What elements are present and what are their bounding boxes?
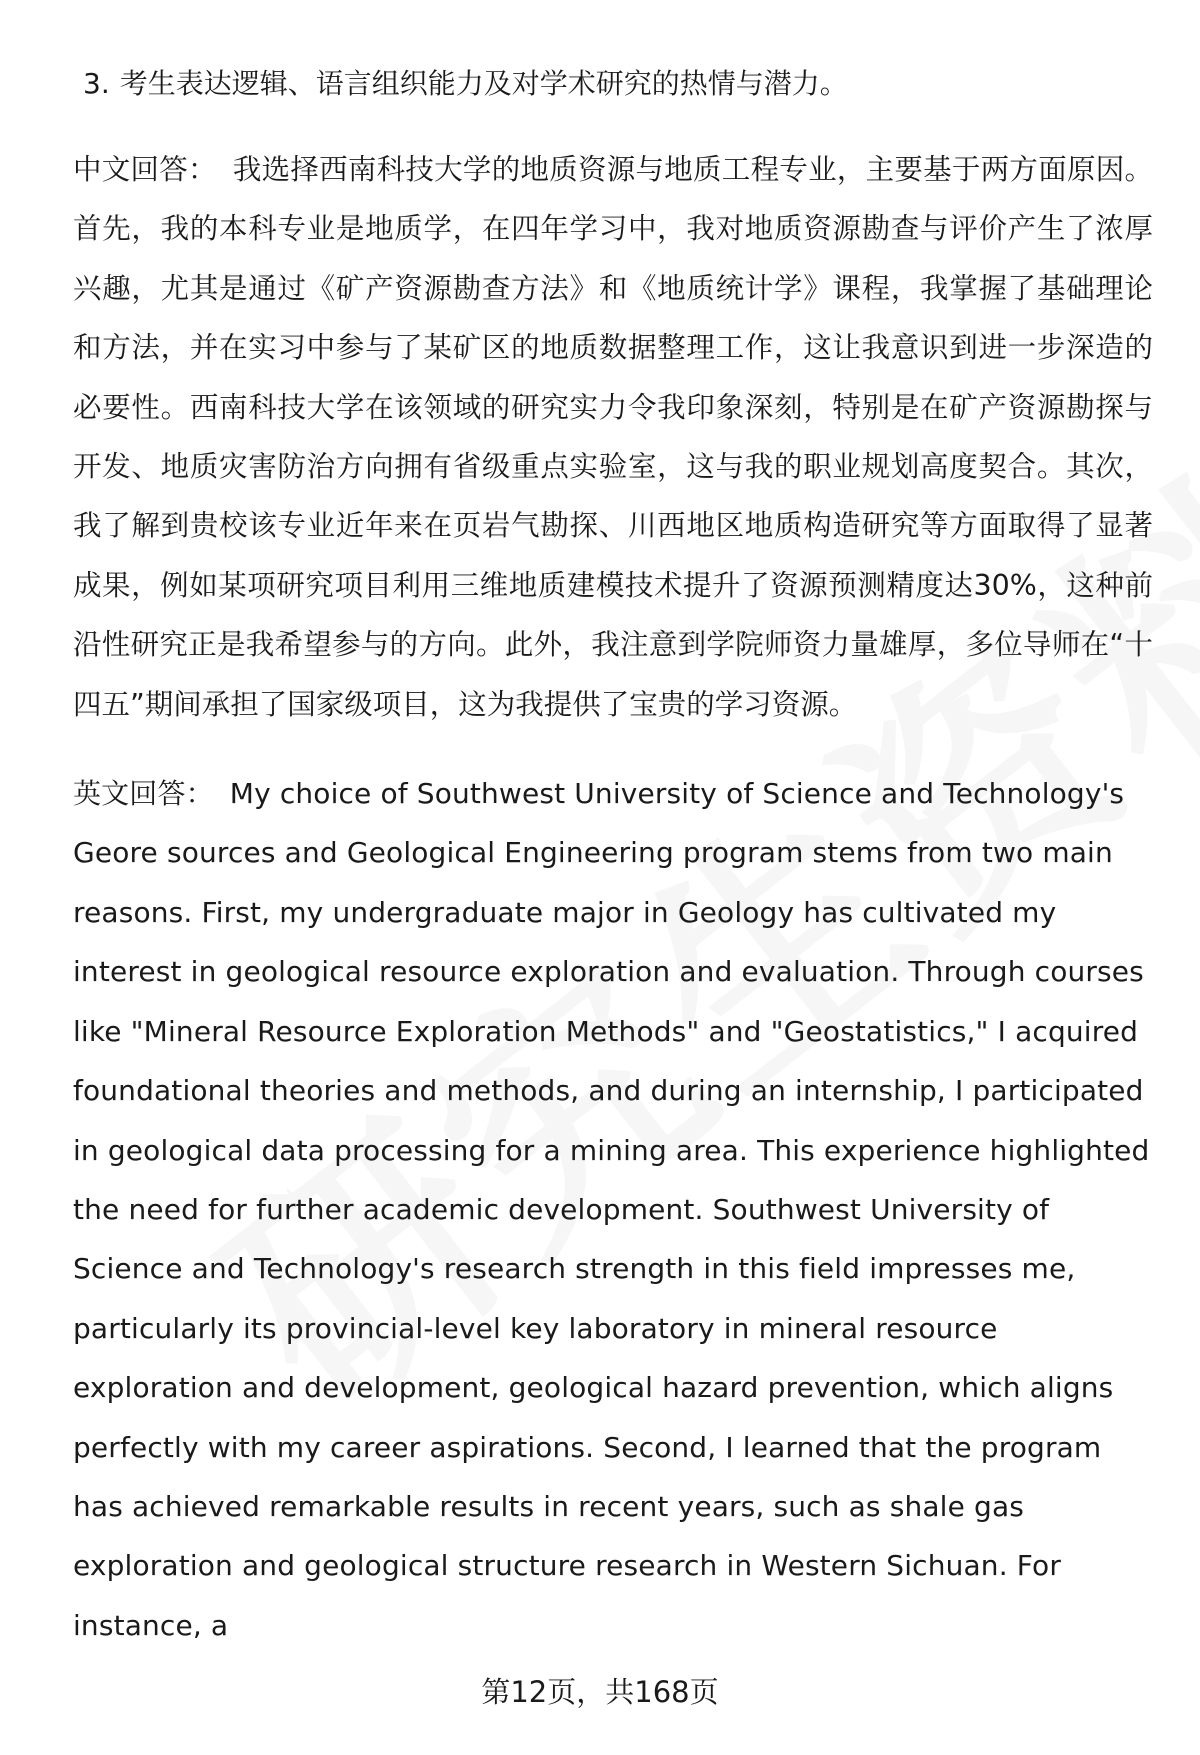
criteria-number: 3.: [83, 67, 110, 100]
english-answer-text: My choice of Southwest University of Science and Technology's Geore sources and Geological Engineering program stems from two main reasons. First, my undergraduate major in Geology has cultivated my interest in geological resource exploration and evaluation. Through courses like "Mineral Resource Exploration Methods" and "Geostatistics," I acquired foundational theories and methods, and during an internship, I participated in geological data processing for a mining area. This experience highlighted the need for further academic development. Southwest University of Science and Technology's research strength in this field impresses me, particularly its provincial-level key laboratory in mineral resource exploration and development, geological hazard prevention, which aligns perfectly with my career aspirations. Second, I learned that the program has achieved remarkable results in recent years, such as shale gas exploration and geological structure research in Western Sichuan. For instance, a: [73, 777, 1150, 1642]
page-number-footer: 第12页，共168页: [481, 1675, 719, 1709]
english-answer-paragraph: [73, 764, 1153, 1655]
criteria-item: [83, 62, 1153, 106]
document-page: [73, 62, 1153, 1685]
chinese-answer-label: 中文回答：: [73, 153, 217, 186]
chinese-answer-paragraph: [73, 140, 1153, 734]
english-answer-label: 英文回答：: [73, 777, 214, 811]
chinese-answer-text: 我选择西南科技大学的地质资源与地质工程专业，主要基于两方面原因。首先，我的本科专业是地质学，在四年学习中，我对地质资源勘查与评价产生了浓厚兴趣，尤其是通过《矿产资源勘查方法》和《地质统计学》课程，我掌握了基础理论和方法，并在实习中参与了某矿区的地质数据整理工作，这让我意识到进一步深造的必要性。西南科技大学在该领域的研究实力令我印象深刻，特别是在矿产资源勘探与开发、地质灾害防治方向拥有省级重点实验室，这与我的职业规划高度契合。其次，我了解到贵校该专业近年来在页岩气勘探、川西地区地质构造研究等方面取得了显著成果，例如某项研究项目利用三维地质建模技术提升了资源预测精度达30%，这种前沿性研究正是我希望参与的方向。此外，我注意到学院师资力量雄厚，多位导师在“十四五”期间承担了国家级项目，这为我提供了宝贵的学习资源。: [73, 153, 1153, 721]
criteria-text: 考生表达逻辑、语言组织能力及对学术研究的热情与潜力。: [119, 67, 848, 100]
